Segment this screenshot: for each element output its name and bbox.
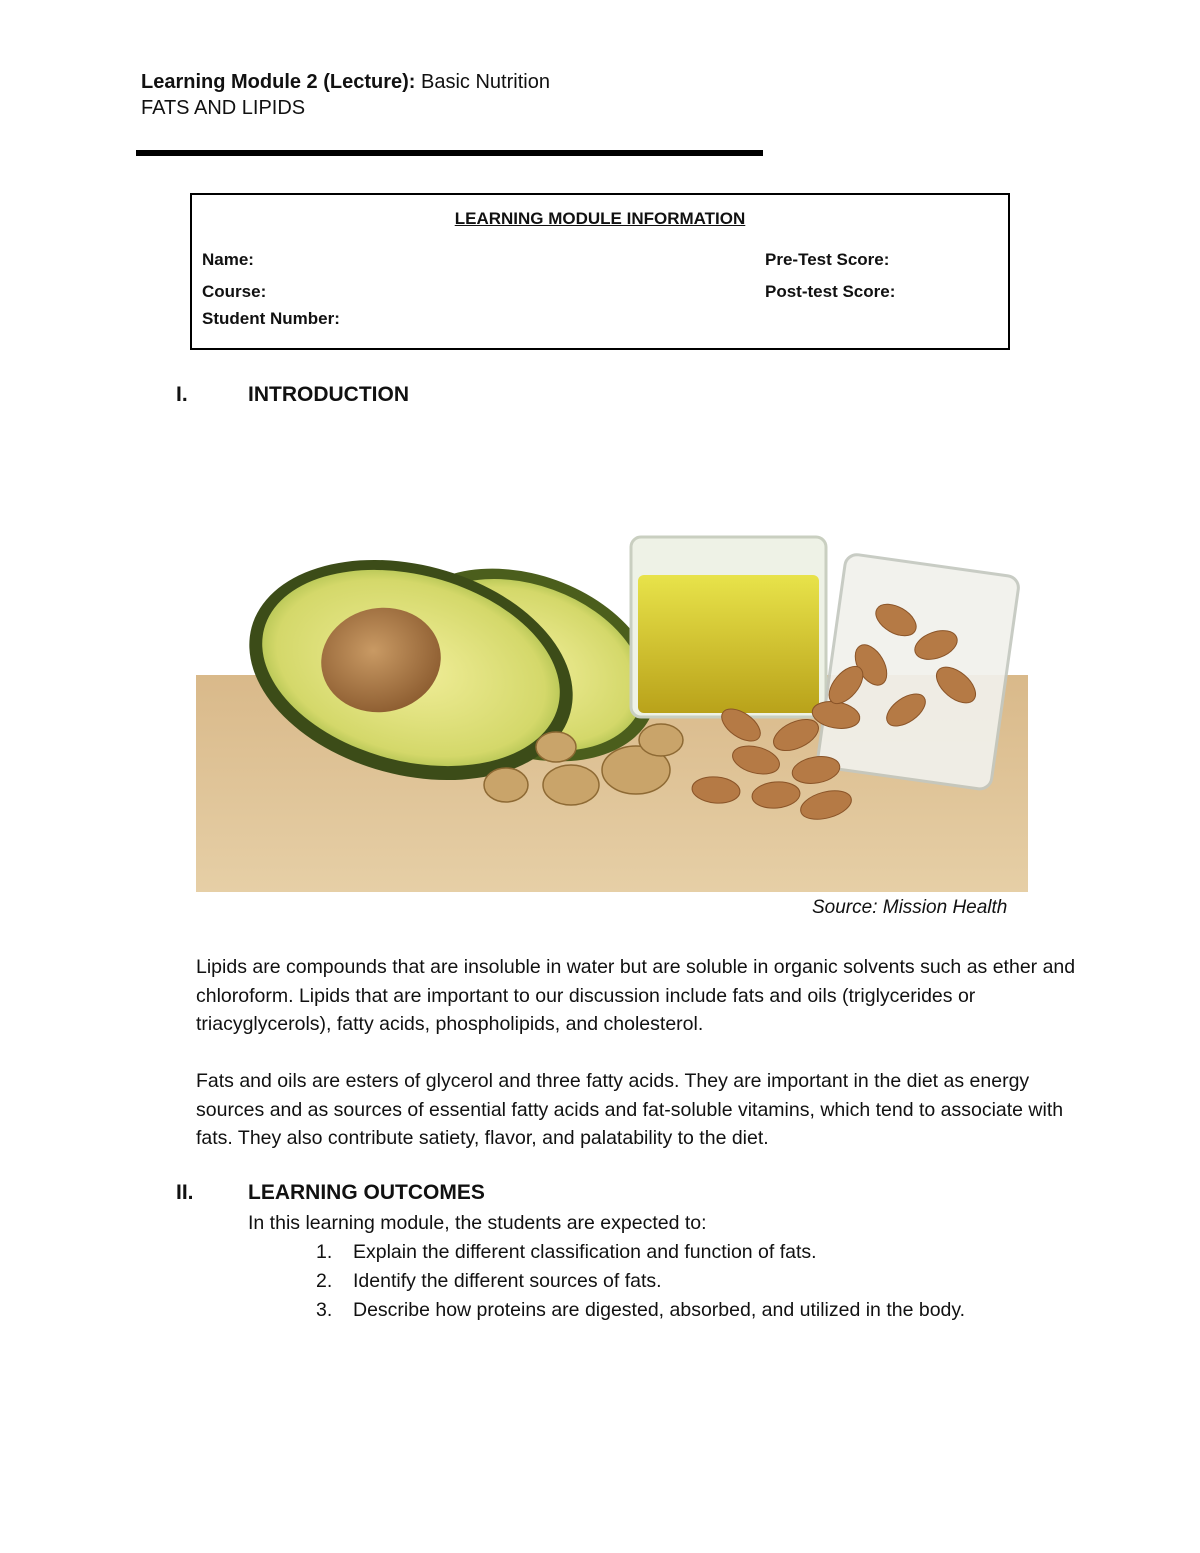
outcome-text: Describe how proteins are digested, absorbed, and utilized in the body. — [353, 1299, 966, 1321]
outcome-item — [316, 1241, 817, 1264]
outcome-number: 2. — [316, 1270, 333, 1292]
section-title-outcomes: LEARNING OUTCOMES — [248, 1181, 485, 1204]
course-label: Course: — [202, 282, 267, 301]
section-title-intro: INTRODUCTION — [248, 383, 409, 406]
header-divider — [136, 150, 763, 156]
outcomes-intro: In this learning module, the students are expected to: — [248, 1212, 707, 1234]
student-number-label: Student Number: — [202, 309, 340, 328]
outcome-number: 1. — [316, 1241, 333, 1263]
module-subject: Basic Nutrition — [415, 71, 550, 93]
outcome-text: Explain the different classification and function of fats. — [353, 1241, 817, 1263]
info-box-title: LEARNING MODULE INFORMATION — [454, 209, 746, 228]
module-topic: FATS AND LIPIDS — [141, 97, 306, 119]
outcome-item — [316, 1299, 965, 1322]
outcome-number: 3. — [316, 1299, 333, 1321]
intro-paragraph-2: Fats and oils are esters of glycerol and three fatty acids. They are important in the diet as energy sources and as sources of essential fatty acids and fat-soluble vitamins, which tend to associate with fats. They also contribute satiety, flavor, and palatability to the diet. — [196, 1070, 1064, 1149]
section-number-intro: I. — [176, 383, 188, 406]
name-label: Name: — [202, 250, 254, 269]
intro-paragraph-1: Lipids are compounds that are insoluble in water but are soluble in organic solvents such as ether and chloroform. Lipids that are important to our discussion include fats and oils (triglycerides or triacyglycerols), fatty acids, phospholipids, and cholesterol. — [196, 956, 1076, 1035]
posttest-score-label: Post-test Score: — [765, 282, 896, 301]
section-number-outcomes: II. — [176, 1181, 194, 1204]
outcome-text: Identify the different sources of fats. — [353, 1270, 662, 1292]
pretest-score-label: Pre-Test Score: — [765, 250, 890, 269]
module-info-box — [190, 193, 1010, 350]
module-label: Learning Module 2 (Lecture): — [141, 71, 416, 93]
outcome-item — [316, 1270, 662, 1293]
image-source-caption: Source: Mission Health — [812, 897, 1008, 918]
module-heading — [141, 70, 550, 94]
fats-foods-photo — [196, 525, 1028, 892]
